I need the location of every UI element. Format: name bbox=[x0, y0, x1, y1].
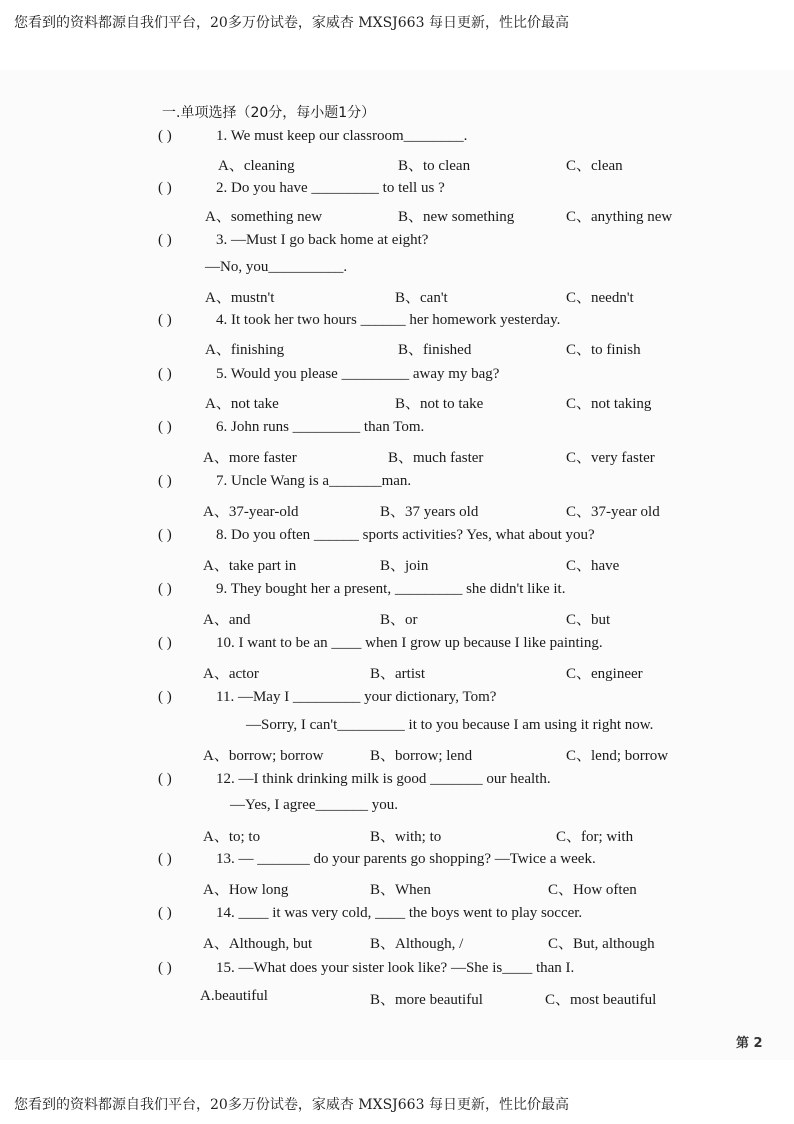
answer-blank: ( ) bbox=[158, 180, 172, 196]
answer-blank: ( ) bbox=[158, 473, 172, 489]
answer-option: C、lend; borrow bbox=[566, 748, 669, 764]
answer-option: C、clean bbox=[566, 158, 623, 174]
answer-option: A、How long bbox=[203, 882, 289, 898]
answer-blank: ( ) bbox=[158, 905, 172, 921]
page-number-mark: 第 2 bbox=[736, 1036, 763, 1051]
answer-blank: ( ) bbox=[158, 312, 172, 328]
question-stem: 14. ____ it was very cold, ____ the boys went to play soccer. bbox=[216, 905, 583, 921]
answer-option: B、new something bbox=[398, 209, 515, 225]
question-stem: 1. We must keep our classroom________. bbox=[216, 128, 468, 144]
answer-blank: ( ) bbox=[158, 689, 172, 705]
question-stem: 8. Do you often ______ sports activities? Yes, what about you? bbox=[216, 527, 595, 543]
answer-blank: ( ) bbox=[158, 581, 172, 597]
question-stem-continued: —Yes, I agree_______ you. bbox=[230, 797, 399, 813]
answer-option: A、take part in bbox=[203, 558, 297, 574]
answer-option: C、have bbox=[566, 558, 620, 574]
answer-option: A、cleaning bbox=[218, 158, 295, 174]
answer-option: A.beautiful bbox=[200, 988, 268, 1004]
question-stem: 9. They bought her a present, _________ she didn't like it. bbox=[216, 581, 566, 597]
question-stem-continued: —Sorry, I can't_________ it to you because I am using it right now. bbox=[246, 717, 654, 733]
answer-option: B、borrow; lend bbox=[370, 748, 473, 764]
answer-option: B、much faster bbox=[388, 450, 484, 466]
answer-blank: ( ) bbox=[158, 527, 172, 543]
answer-option: A、Although, but bbox=[203, 936, 313, 952]
question-stem: 4. It took her two hours ______ her homework yesterday. bbox=[216, 312, 561, 328]
answer-option: A、more faster bbox=[203, 450, 297, 466]
answer-option: C、anything new bbox=[566, 209, 673, 225]
answer-option: B、or bbox=[380, 612, 418, 628]
question-stem: 13. — _______ do your parents go shopping? —Twice a week. bbox=[216, 851, 596, 867]
question-stem: 6. John runs _________ than Tom. bbox=[216, 419, 425, 435]
answer-blank: ( ) bbox=[158, 128, 172, 144]
answer-blank: ( ) bbox=[158, 960, 172, 976]
answer-option: A、finishing bbox=[205, 342, 285, 358]
question-stem: 15. —What does your sister look like? —She is____ than I. bbox=[216, 960, 575, 976]
answer-option: A、something new bbox=[205, 209, 323, 225]
answer-blank: ( ) bbox=[158, 851, 172, 867]
answer-option: C、to finish bbox=[566, 342, 641, 358]
answer-blank: ( ) bbox=[158, 232, 172, 248]
answer-option: C、but bbox=[566, 612, 611, 628]
answer-option: B、more beautiful bbox=[370, 992, 483, 1008]
footer-banner: 您看到的资料都源自我们平台，20多万份试卷，家威杏 MXSJ663 每日更新，性比价最高 bbox=[14, 1097, 569, 1113]
answer-option: A、not take bbox=[205, 396, 279, 412]
section-title: 一.单项选择（20分，每小题1分） bbox=[162, 105, 376, 121]
answer-option: B、finished bbox=[398, 342, 472, 358]
answer-option: B、When bbox=[370, 882, 431, 898]
question-stem: 3. —Must I go back home at eight? bbox=[216, 232, 429, 248]
answer-option: C、needn't bbox=[566, 290, 634, 306]
answer-option: B、to clean bbox=[398, 158, 471, 174]
question-stem: 12. —I think drinking milk is good _______ our health. bbox=[216, 771, 551, 787]
answer-option: B、not to take bbox=[395, 396, 484, 412]
answer-option: B、37 years old bbox=[380, 504, 479, 520]
header-banner: 您看到的资料都源自我们平台，20多万份试卷，家威杏 MXSJ663 每日更新，性比价最高 bbox=[14, 15, 569, 31]
answer-blank: ( ) bbox=[158, 419, 172, 435]
answer-option: A、37-year-old bbox=[203, 504, 299, 520]
question-stem: 11. —May I _________ your dictionary, Tom? bbox=[216, 689, 497, 705]
answer-option: A、borrow; borrow bbox=[203, 748, 324, 764]
answer-option: B、artist bbox=[370, 666, 425, 682]
answer-option: C、37-year old bbox=[566, 504, 660, 520]
answer-blank: ( ) bbox=[158, 635, 172, 651]
answer-blank: ( ) bbox=[158, 366, 172, 382]
answer-option: C、engineer bbox=[566, 666, 643, 682]
answer-option: C、not taking bbox=[566, 396, 652, 412]
question-stem: 7. Uncle Wang is a_______man. bbox=[216, 473, 412, 489]
answer-option: A、mustn't bbox=[205, 290, 275, 306]
question-stem: 5. Would you please _________ away my bag? bbox=[216, 366, 500, 382]
answer-option: C、How often bbox=[548, 882, 637, 898]
answer-option: B、Although, / bbox=[370, 936, 464, 952]
question-stem: 10. I want to be an ____ when I grow up because I like painting. bbox=[216, 635, 603, 651]
answer-option: C、But, although bbox=[548, 936, 655, 952]
question-stem-continued: —No, you__________. bbox=[205, 259, 348, 275]
answer-option: C、for; with bbox=[556, 829, 634, 845]
answer-option: C、most beautiful bbox=[545, 992, 657, 1008]
answer-option: A、and bbox=[203, 612, 251, 628]
answer-option: B、with; to bbox=[370, 829, 442, 845]
answer-option: B、can't bbox=[395, 290, 448, 306]
answer-option: A、to; to bbox=[203, 829, 261, 845]
answer-blank: ( ) bbox=[158, 771, 172, 787]
answer-option: C、very faster bbox=[566, 450, 655, 466]
answer-option: A、actor bbox=[203, 666, 259, 682]
question-stem: 2. Do you have _________ to tell us ? bbox=[216, 180, 445, 196]
answer-option: B、join bbox=[380, 558, 429, 574]
